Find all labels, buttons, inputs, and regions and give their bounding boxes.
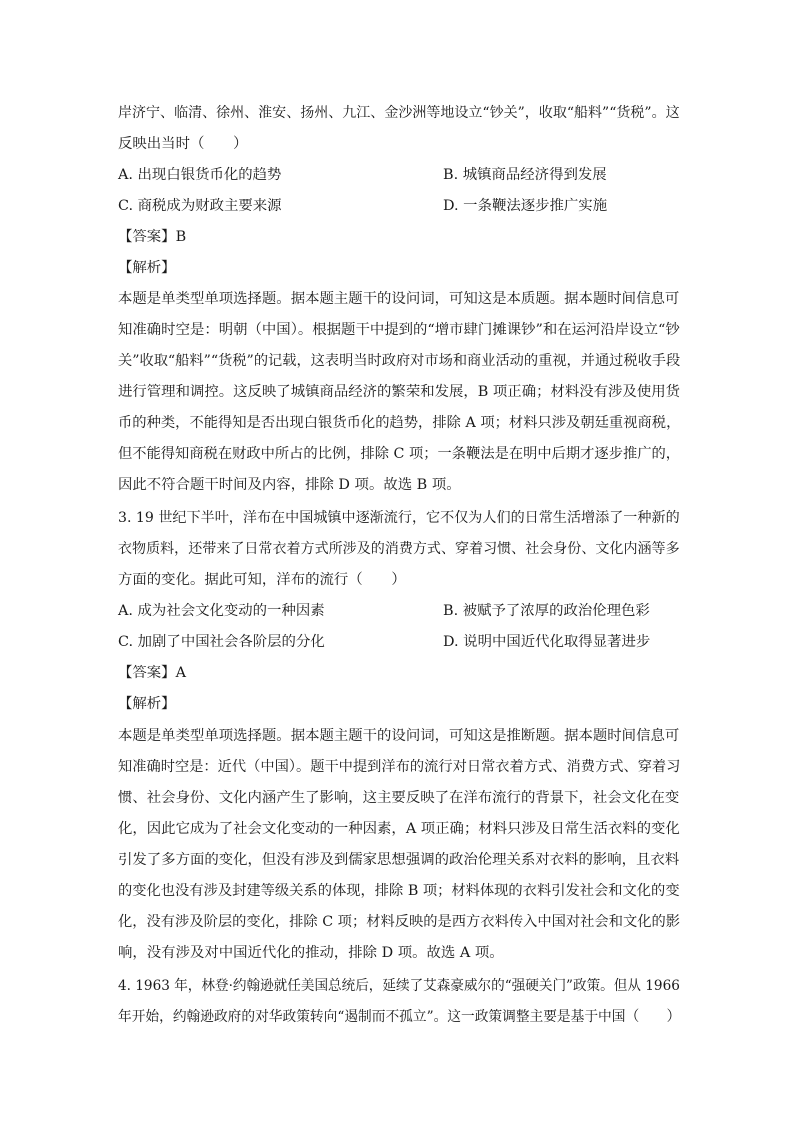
q2-answer: 【答案】B: [118, 229, 187, 245]
q2-analysis-label: 【解析】: [118, 260, 176, 276]
q2-stem-line-2: 反映出当时（ ）: [118, 136, 248, 152]
q3-analysis-line: 的变化也没有涉及封建等级关系的体现，排除 B 项；材料体现的衣料引发社会和文化的变: [118, 883, 680, 899]
q3-analysis-line: 化，因此它成为了社会文化变动的一种因素，A 项正确；材料只涉及日常生活衣料的变化: [118, 821, 680, 837]
q2-analysis-line: 进行管理和调控。这反映了城镇商品经济的繁荣和发展，B 项正确；材料没有涉及使用货: [118, 384, 680, 400]
q2-analysis-line: 知准确时空是：明朝（中国）。根据题干中提到的“增市肆门摊课钞”和在运河沿岸设立“钞: [118, 322, 680, 338]
q3-analysis-label: 【解析】: [118, 696, 176, 712]
q2-analysis-line: 本题是单类型单项选择题。据本题主题干的设问词，可知这是本质题。据本题时间信息可: [118, 291, 680, 307]
q3-analysis-line: 本题是单类型单项选择题。据本题主题干的设问词，可知这是推断题。据本题时间信息可: [118, 728, 680, 744]
q3-stem-line: 3. 19 世纪下半叶，洋布在中国城镇中逐渐流行，它不仅为人们的日常生活增添了一种新的: [118, 510, 680, 526]
q2-option-b: B. 城镇商品经济得到发展: [443, 167, 607, 183]
q3-stem-line: 方面的变化。据此可知，洋布的流行（ ）: [118, 572, 406, 588]
q4-stem-line: 4. 1963 年，林登·约翰逊就任美国总统后，延续了艾森豪威尔的“强硬关门”政策。但从 1966: [118, 978, 680, 994]
q3-option-c: C. 加剧了中国社会各阶层的分化: [118, 634, 325, 650]
q3-answer: 【答案】A: [118, 665, 186, 681]
q2-option-c: C. 商税成为财政主要来源: [118, 198, 282, 214]
q3-analysis-line: 知准确时空是：近代（中国）。题干中提到洋布的流行对日常衣着方式、消费方式、穿着习: [118, 759, 681, 775]
q3-stem-line: 衣物质料，还带来了日常衣着方式所涉及的消费方式、穿着习惯、社会身份、文化内涵等多: [118, 541, 680, 557]
q3-option-a: A. 成为社会文化变动的一种因素: [118, 603, 325, 619]
q3-analysis-line: 引发了多方面的变化，但没有涉及到儒家思想强调的政治伦理关系对衣料的影响，且衣料: [118, 852, 680, 868]
q4-stem-line: 年开始，约翰逊政府的对华政策转向“遏制而不孤立”。这一政策调整主要是基于中国（ ）: [118, 1009, 681, 1025]
q3-option-d: D. 说明中国近代化取得显著进步: [443, 634, 651, 650]
q2-analysis-line: 币的种类，不能得知是否出现白银货币化的趋势，排除 A 项；材料只涉及朝廷重视商税，: [118, 415, 681, 431]
q2-option-d: D. 一条鞭法逐步推广实施: [443, 198, 608, 214]
q2-option-a: A. 出现白银货币化的趋势: [118, 167, 282, 183]
q3-analysis-line: 响，没有涉及对中国近代化的推动，排除 D 项。故选 A 项。: [118, 945, 504, 961]
q3-analysis-line: 化，没有涉及阶层的变化，排除 C 项；材料反映的是西方衣料传入中国对社会和文化的影: [118, 914, 681, 930]
q2-analysis-line: 关”收取“船料”“货税”的记载，这表明当时政府对市场和商业活动的重视，并通过税收手段: [118, 353, 681, 369]
q3-analysis-line: 惯、社会身份、文化内涵产生了影响，这主要反映了在洋布流行的背景下，社会文化在变: [118, 790, 680, 806]
q2-analysis-line: 因此不符合题干时间及内容，排除 D 项。故选 B 项。: [118, 477, 461, 493]
q2-stem-line-1: 岸济宁、临清、徐州、淮安、扬州、九江、金沙洲等地设立“钞关”，收取“船料”“货税”。这: [118, 105, 680, 121]
q2-analysis-line: 但不能得知商税在财政中所占的比例，排除 C 项；一条鞭法是在明中后期才逐步推广的，: [118, 446, 681, 462]
q3-option-b: B. 被赋予了浓厚的政治伦理色彩: [443, 603, 650, 619]
